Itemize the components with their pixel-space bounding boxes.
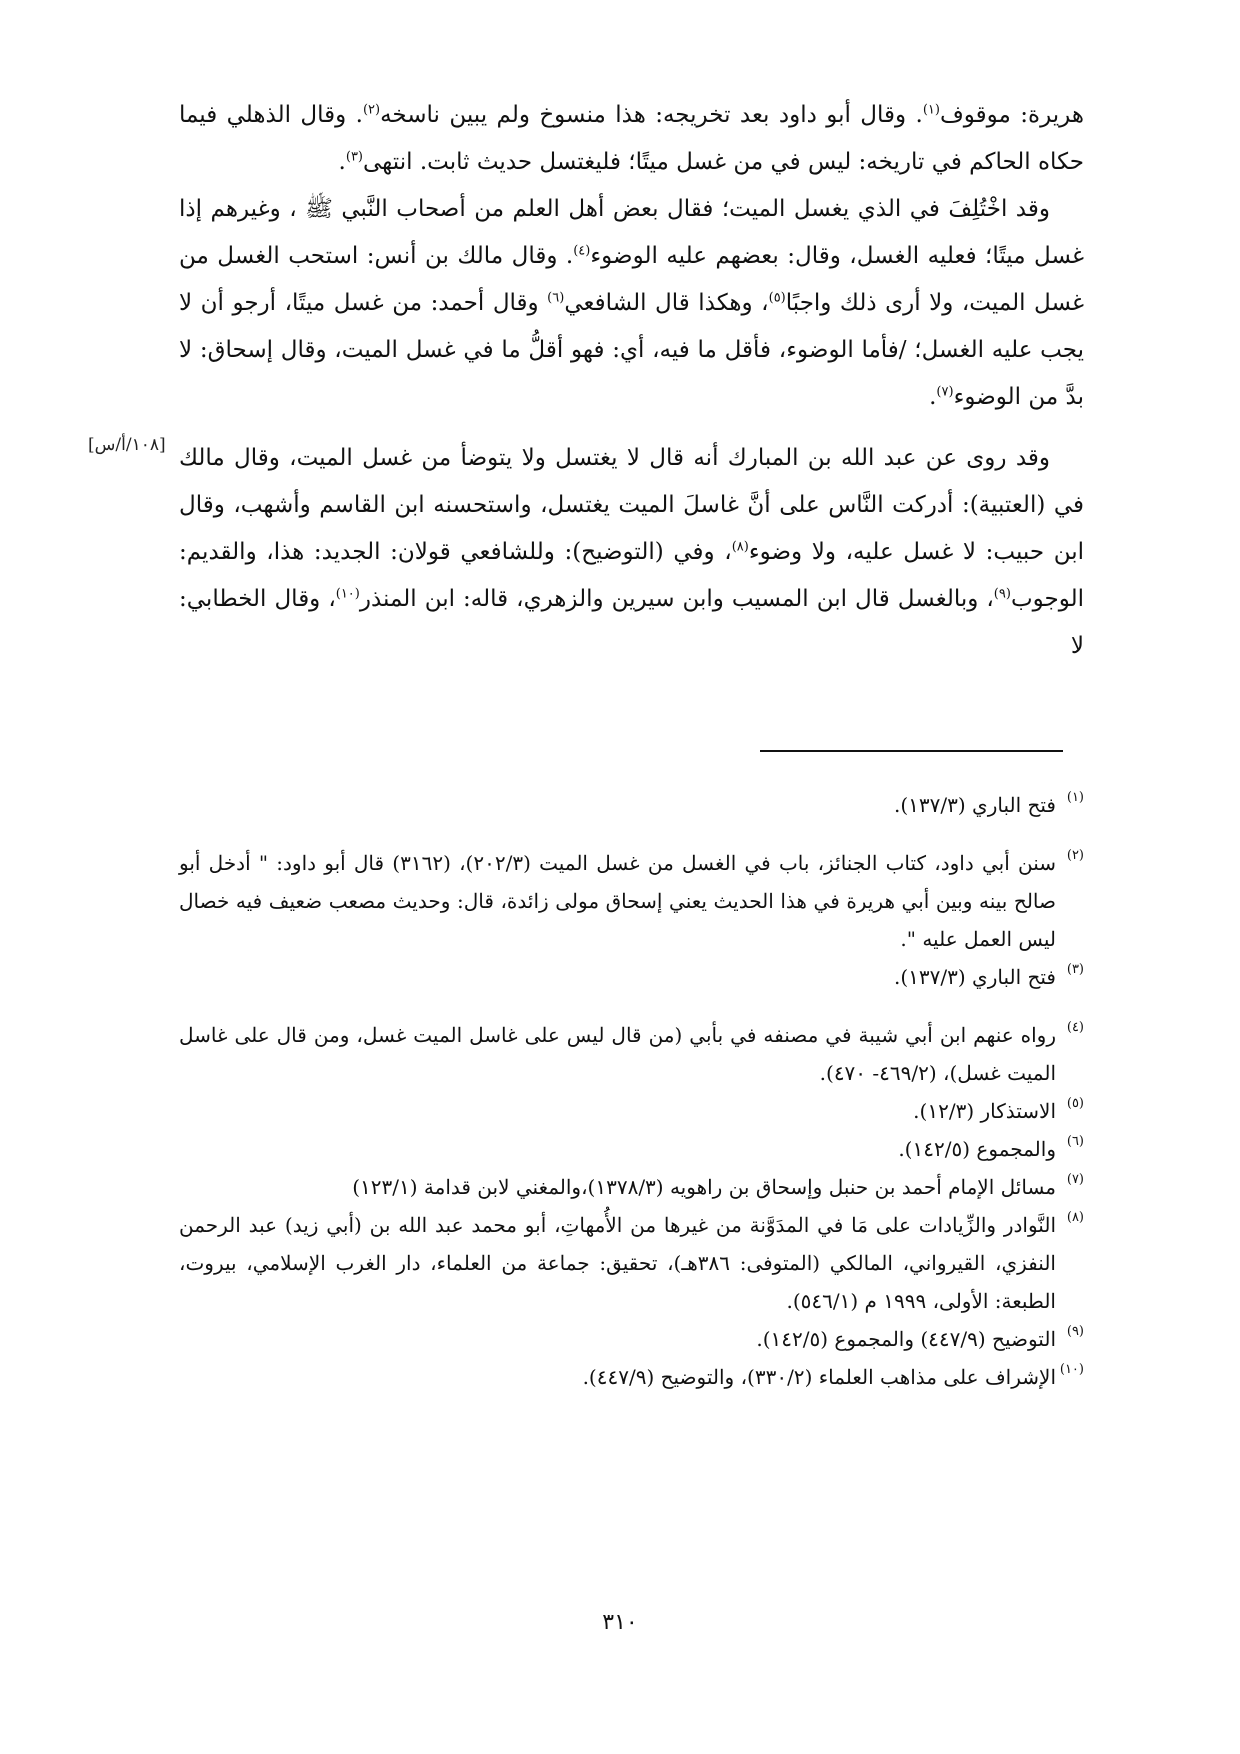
footnote	[179, 844, 1084, 958]
footnote-number: (٩)	[1066, 1324, 1084, 1339]
footnote	[179, 1320, 1084, 1358]
text-segment: . وقال الذهلي فيما حكاه الحاكم في تاريخه: ليس في من غسل ميتًا؛ فليغتسل حديث ثابت. انتهى	[179, 102, 1084, 175]
text-segment: .	[929, 384, 937, 410]
footnote-number: (٤)	[1066, 1020, 1084, 1035]
footnote	[179, 1168, 1084, 1206]
footnote-text: التوضيح (٤٤٧/٩) والمجموع (١٤٢/٥).	[756, 1327, 1056, 1351]
footnote-number: (٣)	[1066, 962, 1084, 977]
footnote	[179, 1016, 1084, 1092]
text-segment: .	[338, 149, 346, 175]
footnote-text: الاستذكار (١٢/٣).	[913, 1099, 1056, 1123]
paragraph	[179, 92, 1084, 186]
footnote-reference: (١٠)	[335, 586, 360, 602]
footnote-reference: (٨)	[731, 539, 749, 555]
footnote-text: رواه عنهم ابن أبي شيبة في مصنفه في بأبي (من قال ليس على غاسل الميت غسل، ومن قال على غاسل الميت غسل)، (٤٦٩/٢- ٤٧٠).	[179, 1023, 1056, 1085]
footnote-number: (٧)	[1066, 1172, 1084, 1187]
footnote-number: (١٠)	[1059, 1362, 1084, 1377]
footnote	[179, 786, 1084, 824]
text-segment: . وقال أبو داود بعد تخريجه: هذا منسوخ ولم يبين ناسخه	[380, 102, 923, 128]
footnote-reference: (٤)	[573, 243, 591, 259]
footnotes-section	[179, 786, 1084, 1396]
page-number: ٣١٠	[602, 1610, 638, 1635]
footnote	[179, 1206, 1084, 1320]
footnote-reference: (٢)	[362, 102, 381, 118]
footnote-divider	[760, 750, 1063, 752]
footnote-text: مسائل الإمام أحمد بن حنبل وإسحاق بن راهويه (١٣٧٨/٣)،والمغني لابن قدامة (١٢٣/١)	[352, 1175, 1056, 1199]
margin-manuscript-reference: [١٠٨/أ/س]	[88, 435, 166, 455]
footnote-text: فتح الباري (١٣٧/٣).	[893, 793, 1056, 817]
footnote-text: الإشراف على مذاهب العلماء (٣٣٠/٢)، والتوضيح (٤٤٧/٩).	[582, 1365, 1056, 1389]
footnote-number: (٥)	[1066, 1096, 1084, 1111]
footnote-text: فتح الباري (١٣٧/٣).	[893, 965, 1056, 989]
footnote-reference: (٥)	[768, 290, 786, 306]
text-segment: وقال أحمد: من غسل ميتًا، أرجو أن لا يجب عليه الغسل؛ /فأما الوضوء، فأقل ما فيه، أي: فهو أقلُّ ما في غسل الميت، وقال إسحاق: لا بدَّ من الوضوء	[179, 290, 1084, 410]
text-segment: ، وفي (التوضيح): وللشافعي قولان: الجديد: هذا، والقديم: الوجوب	[179, 539, 1084, 612]
text-segment: ، وقال الخطابي: لا	[179, 586, 1084, 659]
main-text-body	[179, 92, 1084, 670]
text-segment: ، وبالغسل قال ابن المسيب وابن سيرين والزهري، قاله: ابن المنذر	[359, 586, 994, 612]
footnote-reference: (٧)	[936, 384, 954, 400]
text-segment: . وقال مالك بن أنس: استحب الغسل من غسل الميت، ولا أرى ذلك واجبًا	[179, 243, 1084, 316]
text-segment: وقد روى عن عبد الله بن المبارك أنه قال لا يغتسل ولا يتوضأ من غسل الميت، وقال مالك في (العتبية): أدركت النَّاس على أنَّ غاسلَ الميت يغتسل، واستحسنه ابن القاسم وأشهب، وقال ابن حبيب: لا غسل عليه، ولا وضوء	[179, 445, 1084, 565]
footnote-reference: (٩)	[993, 586, 1011, 602]
paragraph	[179, 186, 1084, 421]
footnote	[179, 958, 1084, 996]
footnote-number: (٨)	[1066, 1210, 1084, 1225]
footnote	[179, 1358, 1084, 1396]
footnote-number: (٢)	[1066, 848, 1084, 863]
footnote-reference: (٣)	[345, 149, 363, 165]
footnote-text: النَّوادر والزِّيادات على مَا في المدَوَّنة من غيرها من الأُمهاتِ، أبو محمد عبد الله بن (أبي زيد) عبد الرحمن النفزي، القيرواني، المالكي (المتوفى: ٣٨٦هـ)، تحقيق: جماعة من العلماء، دار الغرب الإسلامي، بيروت، الطبعة: الأولى، ١٩٩٩ م (٥٤٦/١).	[179, 1213, 1056, 1313]
text-segment: ، وهكذا قال الشافعي	[564, 290, 769, 316]
footnote-reference: (٦)	[547, 290, 565, 306]
footnote-text: والمجموع (١٤٢/٥).	[898, 1137, 1056, 1161]
text-segment: وقد اخْتُلِفَ في الذي يغسل الميت؛ فقال بعض أهل العلم من أصحاب النَّبي ﷺ ، وغيرهم إذا غسل ميتًا؛ فعليه الغسل، وقال: بعضهم عليه الوضوء	[179, 196, 1085, 269]
text-segment: هريرة: موقوف	[939, 102, 1084, 128]
footnote	[179, 1130, 1084, 1168]
footnote-reference: (١)	[922, 102, 940, 118]
paragraph	[179, 435, 1084, 670]
footnote-number: (٦)	[1066, 1134, 1084, 1149]
footnote-text: سنن أبي داود، كتاب الجنائز، باب في الغسل من غسل الميت (٢٠٢/٣)، (٣١٦٢) قال أبو داود: " أدخل أبو صالح بينه وبين أبي هريرة في هذا الحديث يعني إسحاق مولى زائدة، قال: وحديث مصعب ضعيف فيه خصال ليس العمل عليه ".	[179, 851, 1057, 951]
footnote-number: (١)	[1066, 790, 1084, 805]
footnote	[179, 1092, 1084, 1130]
